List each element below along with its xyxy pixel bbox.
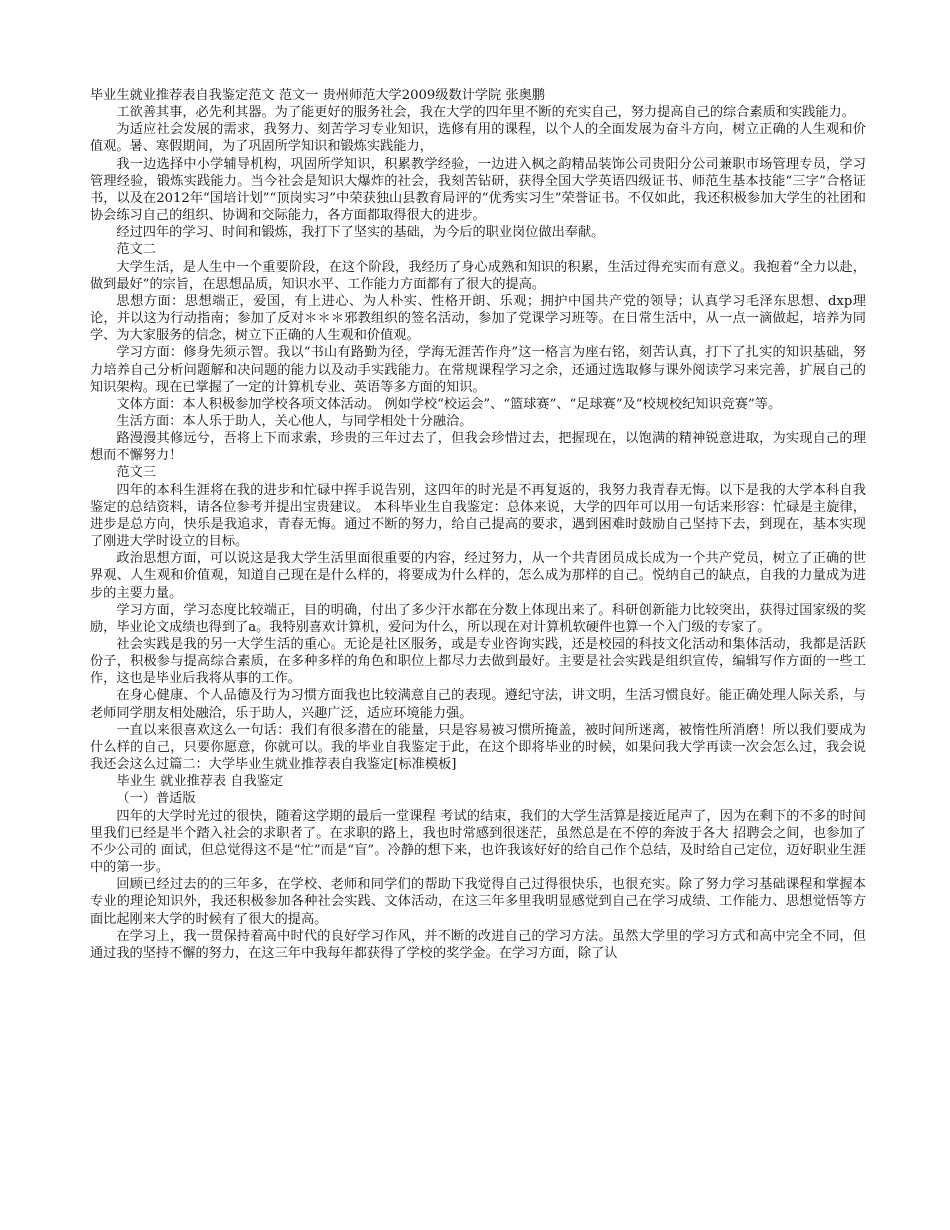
paragraph: 思想方面：思想端正，爱国，有上进心、为人朴实、性格开朗、乐观；拥护中国共产党的领导；认真学习毛泽东思想、dxp理论，并以这为行动指南；参加了反对＊＊＊邪教组织的签名活动，参加了党课学习班等。在日常生活中，从一点一滴做起，培养为同学、为大家服务的信念，树立下正确的人生观和价值观。 xyxy=(90,293,866,344)
paragraph: 回顾已经过去的的三年多，在学校、老师和同学们的帮助下我觉得自己过得很快乐，也很充实。除了努力学习基础课程和掌握本专业的理论知识外，我还积极参加各种社会实践、文体活动，在这三年多里我明显感觉到自己在学习成绩、工作能力、思想觉悟等方面比起刚来大学的时候有了很大的提高。 xyxy=(90,877,866,927)
paragraph: 路漫漫其修远兮，吾将上下而求索，珍贵的三年过去了，但我会珍惜过去，把握现在，以饱满的精神锐意进取，为实现自己的理想而不懈努力！ xyxy=(90,431,866,464)
paragraph: 学习方面：修身先须示智。我以“书山有路勤为径，学海无涯苦作舟”这一格言为座右铭，刻苦认真，打下了扎实的知识基础，努力培养自己分析问题解和决问题的能力以及动手实践能力。在常规课程学习之余，还通过选取修与课外阅读学习来完善，扩展自己的知识架构。现在已掌握了一定的计算机专业、英语等多方面的知识。 xyxy=(90,345,866,395)
paragraph: 大学生活，是人生中一个重要阶段，在这个阶段，我经历了身心成熟和知识的积累，生活过得充实而有意义。我抱着“全力以赴，做到最好”的宗旨，在思想品质，知识水平、工作能力方面都有了很大的提高。 xyxy=(90,259,866,292)
paragraph: 四年的大学时光过的很快，随着这学期的最后一堂课程 考试的结束，我们的大学生活算是接近尾声了，因为在剩下的不多的时间里我们已经是半个踏入社会的求职者了。在求职的路上，我也时常感到很迷茫，虽然总是在不停的奔波于各大 招聘会之间，也参加了不少公司的 面试，但总觉得这不是“忙”而是“盲”。冷静的想下来，也许我该好好的给自己作个总结，及时给自己定位，迈好职业生涯中的第一步。 xyxy=(90,808,866,876)
paragraph: 范文二 xyxy=(116,242,156,258)
paragraph: 生活方面：本人乐于助人，关心他人，与同学相处十分融洽。 xyxy=(116,413,473,429)
paragraph: 工欲善其事，必先利其器。为了能更好的服务社会，我在大学的四年里不断的充实自己，努力提高自己的综合素质和实践能力。 xyxy=(116,105,855,121)
paragraph: 一直以来很喜欢这么一句话：我们有很多潜在的能量，只是容易被习惯所掩盖，被时间所迷离，被惰性所消磨！所以我们要成为什么样的自己，只要你愿意，你就可以。我的毕业自我鉴定于此，在这个即将毕业的时候，如果问我大学再读一次会怎么过，我会说我还会这么过篇二：大学毕业生就业推荐表自我鉴定[标准模板] xyxy=(90,722,866,773)
paragraph: 政治思想方面，可以说这是我大学生活里面很重要的内容，经过努力，从一个共青团员成长成为一个共产党员，树立了正确的世界观、人生观和价值观，知道自己现在是什么样的，将要成为什么样的，怎么成为那样的自己。悦纳自己的缺点，自我的力量成为进步的主要力量。 xyxy=(90,551,866,601)
paragraph: 在学习上，我一贯保持着高中时代的良好学习作风，并不断的改进自己的学习方法。虽然大学里的学习方式和高中完全不同，但通过我的坚持不懈的努力，在这三年中我每年都获得了学校的奖学金。在学习方面，除了认 xyxy=(90,928,866,961)
paragraph: 毕业生 就业推荐表 自我鉴定 xyxy=(116,774,284,790)
document-title-line: 毕业生就业推荐表自我鉴定范文 范文一 贵州师范大学2009级数计学院 张奥鹏 xyxy=(90,88,545,103)
paragraph: 学习方面，学习态度比较端正，目的明确，付出了多少汗水都在分数上体现出来了。科研创新能力比较突出，获得过国家级的奖励，毕业论文成绩也得到了a。我特别喜欢计算机，爱问为什么，所以现在对计算机软硬件也算一个入门级的专家了。 xyxy=(90,602,866,635)
paragraph: 社会实践是我的另一大学生活的重心。无论是社区服务，或是专业咨询实践，还是校园的科技文化活动和集体活动，我都是活跃份子，积极参与提高综合素质，在多种多样的角色和职位上都尽力去做到最好。主要是社会实践是组织宣传，编辑写作方面的一些工作，这也是毕业后我将从事的工作。 xyxy=(90,637,866,687)
paragraph: 文体方面：本人积极参加学校各项文体活动。 例如学校“校运会”、“篮球赛”、“足球赛”及“校规校纪知识竞赛”等。 xyxy=(116,396,782,412)
paragraph: 经过四年的学习、时间和锻炼，我打下了坚实的基础，为今后的职业岗位做出奉献。 xyxy=(116,225,605,241)
document-body xyxy=(90,104,866,962)
paragraph: 四年的本科生涯将在我的进步和忙碌中挥手说告别，这四年的时光是不再复返的，我努力我青春无悔。以下是我的大学本科自我鉴定的总结资料，请各位参考并提出宝贵建议。 本科毕业生自我鉴定：总体来说，大学的四年可以用一句话来形容：忙碌是主旋律，进步是总方向，快乐是我追求，青春无悔。通过不断的努力，给自己提高的要求，遇到困难时鼓励自己坚持下去，到现在，基本实现了刚进大学时设立的目标。 xyxy=(90,482,866,550)
paragraph: 为适应社会发展的需求，我努力、刻苦学习专业知识，选修有用的课程，以个人的全面发展为奋斗方向，树立正确的人生观和价值观。暑、寒假期间，为了巩固所学知识和锻炼实践能力， xyxy=(90,122,866,155)
paragraph: 在身心健康、个人品德及行为习惯方面我也比较满意自己的表现。遵纪守法，讲文明，生活习惯良好。能正确处理人际关系，与老师同学朋友相处融洽，乐于助人，兴趣广泛，适应环境能力强。 xyxy=(90,688,866,721)
paragraph: 我一边选择中小学辅导机构，巩固所学知识，积累教学经验，一边进入枫之韵精品装饰公司贵阳分公司兼职市场管理专员，学习管理经验，锻炼实践能力。当今社会是知识大爆炸的社会，我刻苦钻研，获得全国大学英语四级证书、师范生基本技能“三字”合格证书，以及在2012年“国培计划”“顶岗实习”中荣获独山县教育局评的“优秀实习生”荣誉证书。不仅如此，我还积极参加大学生的社团和协会练习自己的组织、协调和交际能力，各方面都取得很大的进步。 xyxy=(90,156,866,224)
document-page xyxy=(90,87,866,962)
paragraph: （一）普适版 xyxy=(116,791,196,807)
paragraph: 范文三 xyxy=(116,465,156,481)
